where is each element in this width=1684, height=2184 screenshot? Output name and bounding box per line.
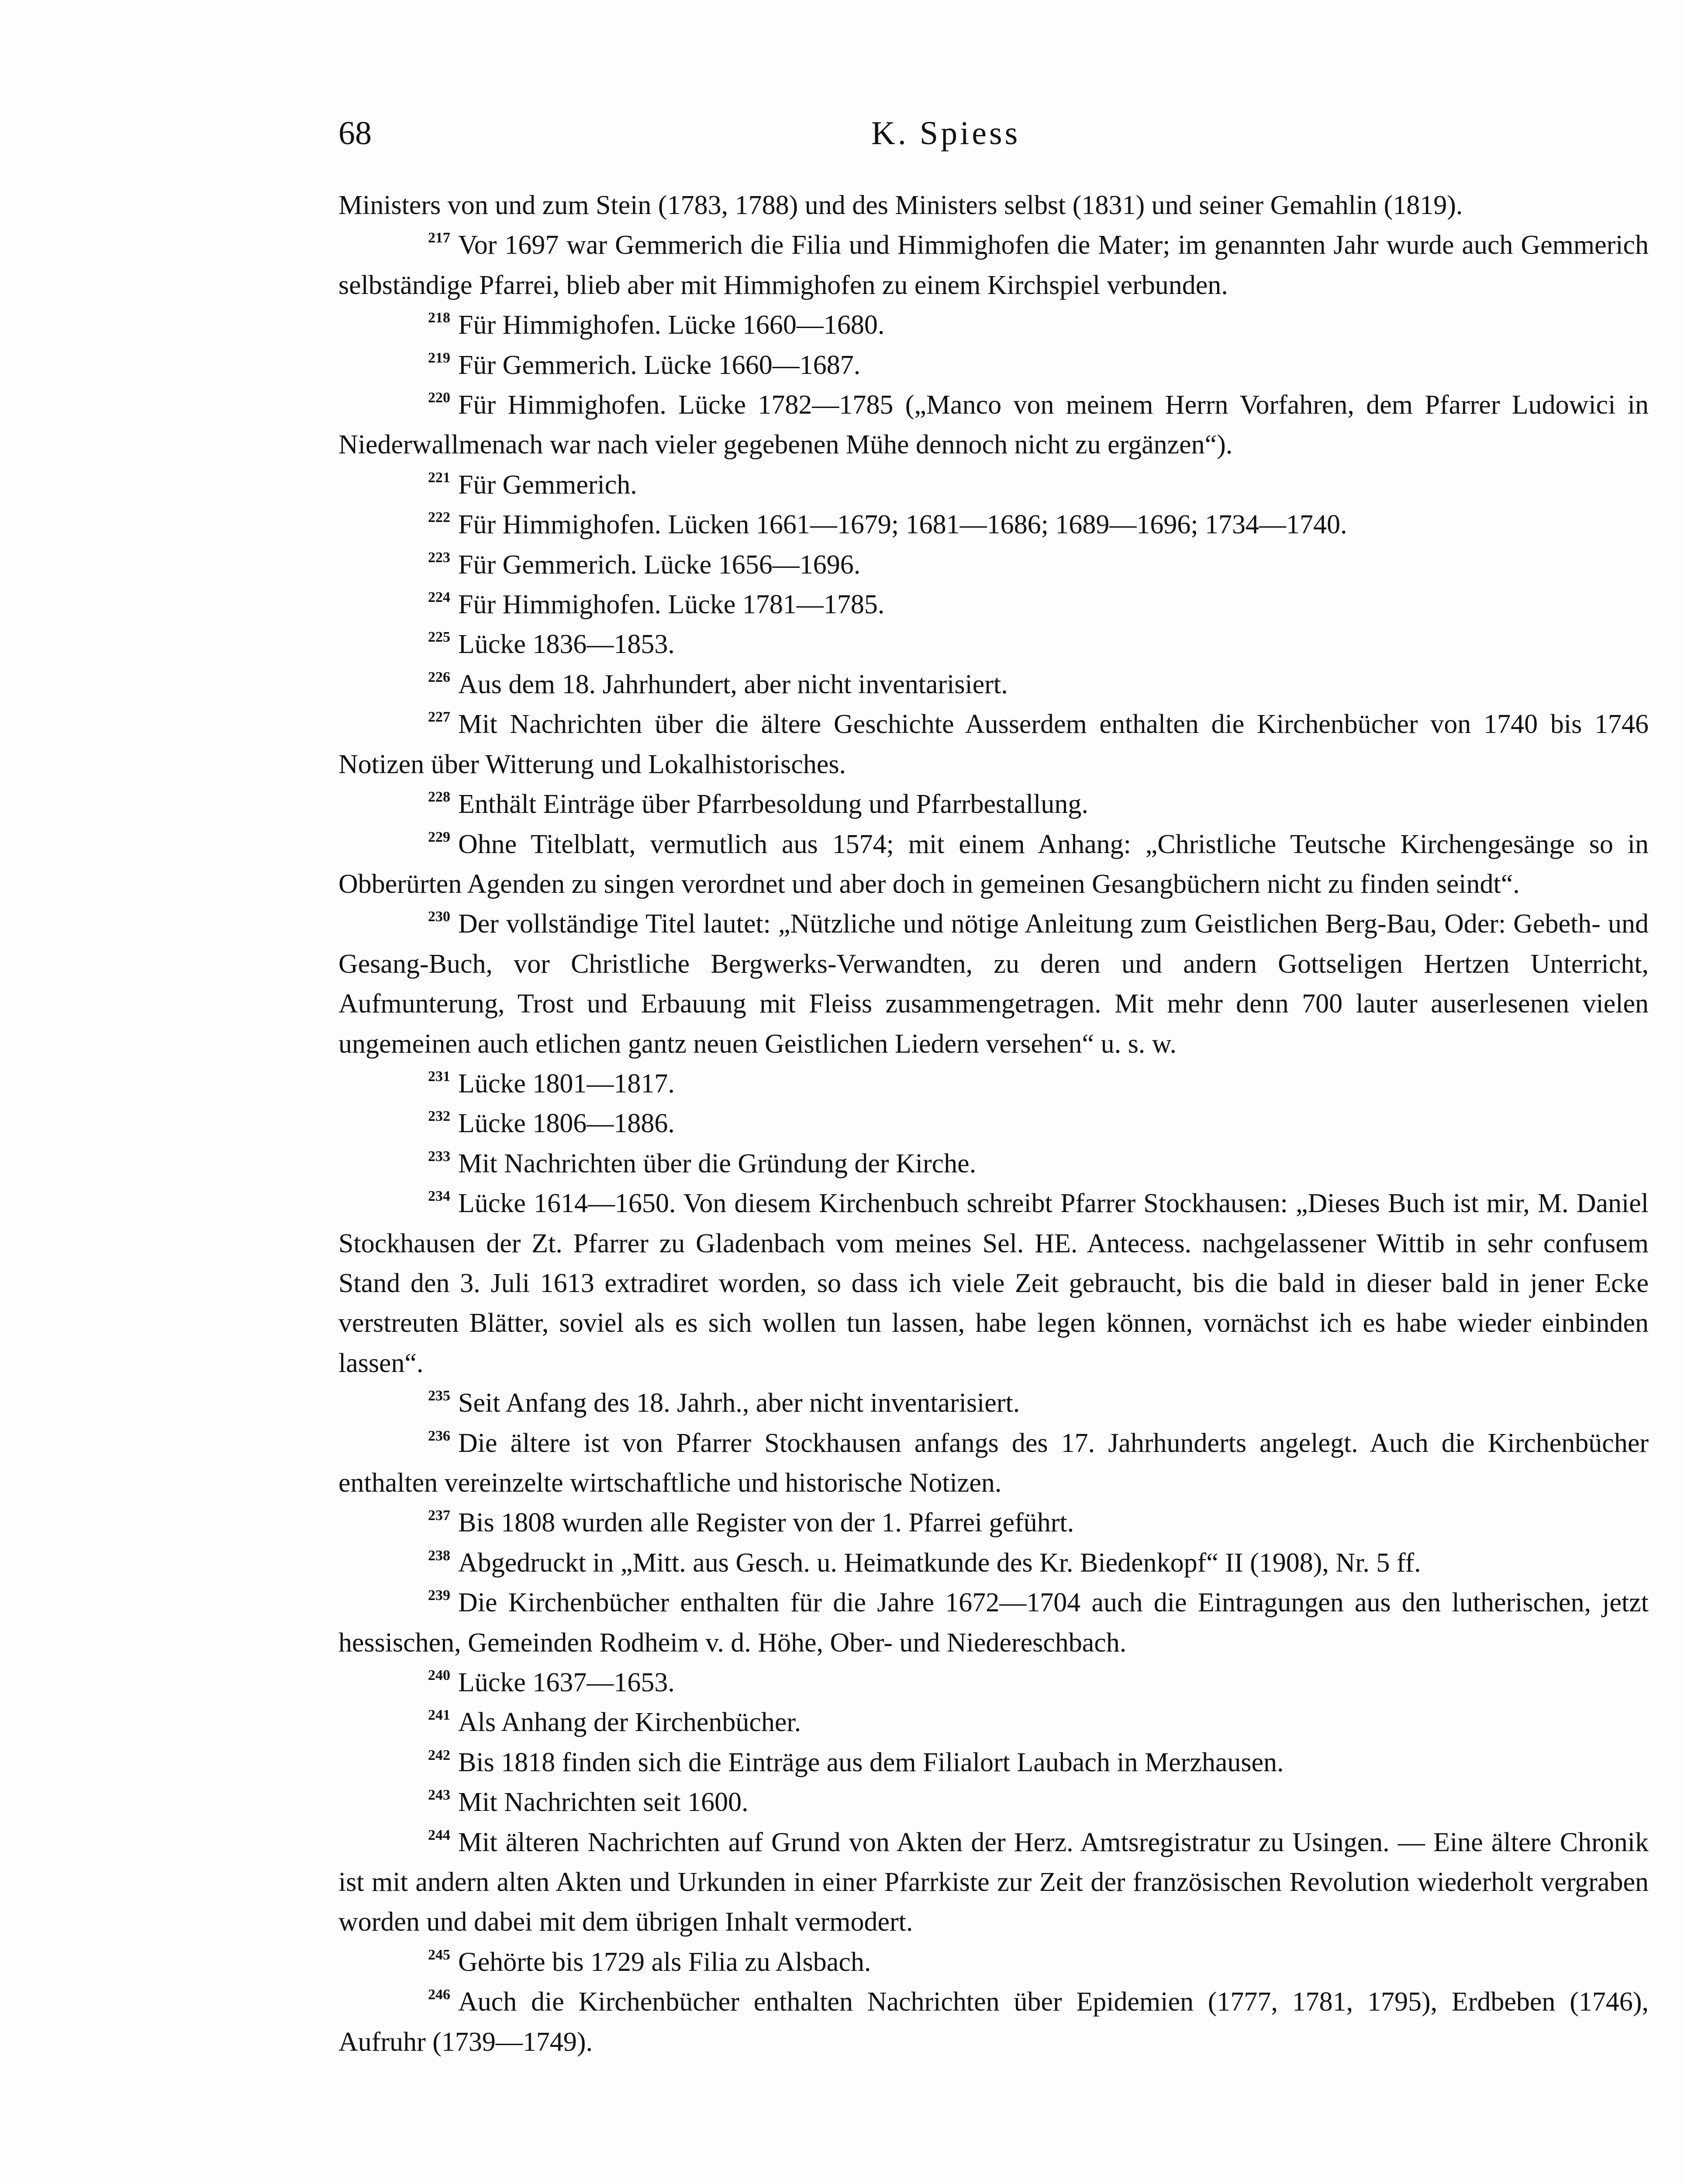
footnote-number: 235	[428, 1388, 450, 1404]
footnote-218: $^{218}$ Für Himmighofen. Lücke 1660—1680.	[428, 310, 885, 340]
footnote-number: 218	[428, 310, 450, 326]
footnote-continuation: Ministers von und zum Stein (1783, 1788) und des Ministers selbst (1831) und seiner Gemahlin (1819).	[338, 190, 1463, 220]
footnote-246: $^{246}$ Auch die Kirchenbücher enthalten Nachrichten über Epidemien (1777, 1781, 1795), Erdbeben (1746), Aufruhr (1739—1749).	[338, 1987, 1649, 2057]
footnote-number: 222	[428, 509, 450, 526]
footnote-number: 234	[428, 1188, 450, 1205]
footnote-238: $^{238}$ Abgedruckt in „Mitt. aus Gesch. u. Heimatkunde des Kr. Biedenkopf“ II (1908), Nr. 5 ff.	[428, 1547, 1421, 1578]
footnote-number: 227	[428, 709, 450, 726]
footnote-220: $^{220}$ Für Himmighofen. Lücke 1782—1785 („Manco von meinem Herrn Vorfahren, dem Pfarrer Ludowici in Niederwallmenach war nach vieler gegebenen Mühe dennoch nicht zu ergänzen“).	[338, 390, 1649, 460]
footnote-number: 242	[428, 1747, 450, 1763]
footnote-242: $^{242}$ Bis 1818 finden sich die Einträge aus dem Filialort Laubach in Merzhausen.	[428, 1747, 1284, 1777]
footnote-number: 219	[428, 349, 450, 366]
footnote-237: $^{237}$ Bis 1808 wurden alle Register von der 1. Pfarrei geführt.	[428, 1507, 1074, 1538]
footnote-number: 238	[428, 1547, 450, 1564]
footnote-240: $^{240}$ Lücke 1637—1653.	[428, 1667, 675, 1698]
footnote-226: $^{226}$ Aus dem 18. Jahrhundert, aber nicht inventarisiert.	[428, 669, 1008, 699]
footnote-225: $^{225}$ Lücke 1836—1853.	[428, 629, 675, 660]
footnote-number: 224	[428, 589, 450, 606]
footnote-223: $^{223}$ Für Gemmerich. Lücke 1656—1696.	[428, 549, 861, 580]
page-header	[338, 109, 1649, 157]
footnote-number: 228	[428, 789, 450, 805]
footnote-235: $^{235}$ Seit Anfang des 18. Jahrh., aber nicht inventarisiert.	[428, 1388, 1020, 1418]
footnote-232: $^{232}$ Lücke 1806—1886.	[428, 1108, 675, 1139]
footnote-number: 226	[428, 669, 450, 685]
footnote-number: 233	[428, 1148, 450, 1165]
footnote-number: 220	[428, 390, 450, 406]
footnote-number: 240	[428, 1667, 450, 1684]
footnote-number: 229	[428, 829, 450, 845]
footnote-221: $^{221}$ Für Gemmerich.	[428, 469, 637, 500]
page-number: 68	[338, 115, 372, 152]
footnote-number: 246	[428, 1987, 450, 2003]
footnote-243: $^{243}$ Mit Nachrichten seit 1600.	[428, 1787, 749, 1818]
footnote-number: 244	[428, 1827, 450, 1843]
footnote-244: $^{244}$ Mit älteren Nachrichten auf Grund von Akten der Herz. Amtsregistratur zu Usingen. — Eine ältere Chronik ist mit andern alten Akten und Urkunden in einer Pfarrkiste zur Zeit der französischen Revolution wiederholt vergraben worden und dabei mit dem übrigen Inhalt vermodert.	[338, 1827, 1649, 1937]
footnotes-body	[338, 186, 1649, 2062]
footnote-234: $^{234}$ Lücke 1614—1650. Von diesem Kirchenbuch schreibt Pfarrer Stockhausen: „Dieses Buch ist mir, M. Daniel Stockhausen der Zt. Pfarrer zu Gladenbach vom meines Sel. HE. Antecess. nachgelassener Wittib in sehr confusem Stand den 3. Juli 1613 extradiret worden, so dass ich viele Zeit gebraucht, bis die bald in dieser bald in jener Ecke verstreuten Blätter, soviel als es sich wollen tun lassen, habe legen können, vornächst ich es habe wieder einbinden lassen“.	[338, 1188, 1649, 1378]
footnote-241: $^{241}$ Als Anhang der Kirchenbücher.	[428, 1707, 801, 1738]
footnote-number: 236	[428, 1427, 450, 1444]
footnote-217: $^{217}$ Vor 1697 war Gemmerich die Filia und Himmighofen die Mater; im genannten Jahr wurde auch Gemmerich selbständige Pfarrei, blieb aber mit Himmighofen zu einem Kirchspiel verbunden.	[338, 230, 1649, 300]
footnote-236: $^{236}$ Die ältere ist von Pfarrer Stockhausen anfangs des 17. Jahrhunderts angelegt. Auch die Kirchenbücher enthalten vereinzelte wirtschaftliche und historische Notizen.	[338, 1427, 1649, 1498]
footnote-number: 232	[428, 1108, 450, 1125]
footnote-228: $^{228}$ Enthält Einträge über Pfarrbesoldung und Pfarrbestallung.	[428, 789, 1088, 819]
footnote-number: 243	[428, 1787, 450, 1804]
footnote-245: $^{245}$ Gehörte bis 1729 als Filia zu Alsbach.	[428, 1946, 871, 1977]
footnote-number: 230	[428, 909, 450, 925]
footnote-230: $^{230}$ Der vollständige Titel lautet: „Nützliche und nötige Anleitung zum Geistlichen Berg-Bau, Oder: Gebeth- und Gesang-Buch, vor Christliche Bergwerks-Verwandten, zu deren und andern Gottseligen Hertzen Unterricht, Aufmunterung, Trost und Erbauung mit Fleiss zusammengetragen. Mit mehr denn 700 lauter auserlesenen vielen ungemeinen auch etlichen gantz neuen Geistlichen Liedern versehen“ u. s. w.	[338, 909, 1649, 1059]
footnote-number: 217	[428, 230, 450, 246]
footnote-number: 221	[428, 469, 450, 486]
footnote-number: 245	[428, 1946, 450, 1963]
footnote-222: $^{222}$ Für Himmighofen. Lücken 1661—1679; 1681—1686; 1689—1696; 1734—1740.	[428, 509, 1347, 540]
footnote-219: $^{219}$ Für Gemmerich. Lücke 1660—1687.	[428, 349, 861, 380]
footnote-224: $^{224}$ Für Himmighofen. Lücke 1781—1785.	[428, 589, 885, 620]
footnote-number: 241	[428, 1707, 450, 1724]
footnote-239: $^{239}$ Die Kirchenbücher enthalten für die Jahre 1672—1704 auch die Eintragungen aus den lutherischen, jetzt hessischen, Gemeinden Rodheim v. d. Höhe, Ober- und Niedereschbach.	[338, 1587, 1649, 1658]
footnote-231: $^{231}$ Lücke 1801—1817.	[428, 1068, 675, 1099]
running-head: K. Spiess	[871, 115, 1021, 152]
footnote-number: 225	[428, 629, 450, 646]
footnote-229: $^{229}$ Ohne Titelblatt, vermutlich aus 1574; mit einem Anhang: „Christliche Teutsche Kirchengesänge so in Obberürten Agenden zu singen verordnet und aber doch in gemeinen Gesangbüchern nicht zu finden seindt“.	[338, 829, 1649, 899]
footnote-227: $^{227}$ Mit Nachrichten über die ältere Geschichte Ausserdem enthalten die Kirchenbücher von 1740 bis 1746 Notizen über Witterung und Lokalhistorisches.	[338, 709, 1649, 779]
footnote-number: 237	[428, 1507, 450, 1524]
footnote-number: 239	[428, 1587, 450, 1604]
footnote-233: $^{233}$ Mit Nachrichten über die Gründung der Kirche.	[428, 1148, 977, 1178]
footnote-number: 223	[428, 549, 450, 566]
footnote-number: 231	[428, 1068, 450, 1085]
